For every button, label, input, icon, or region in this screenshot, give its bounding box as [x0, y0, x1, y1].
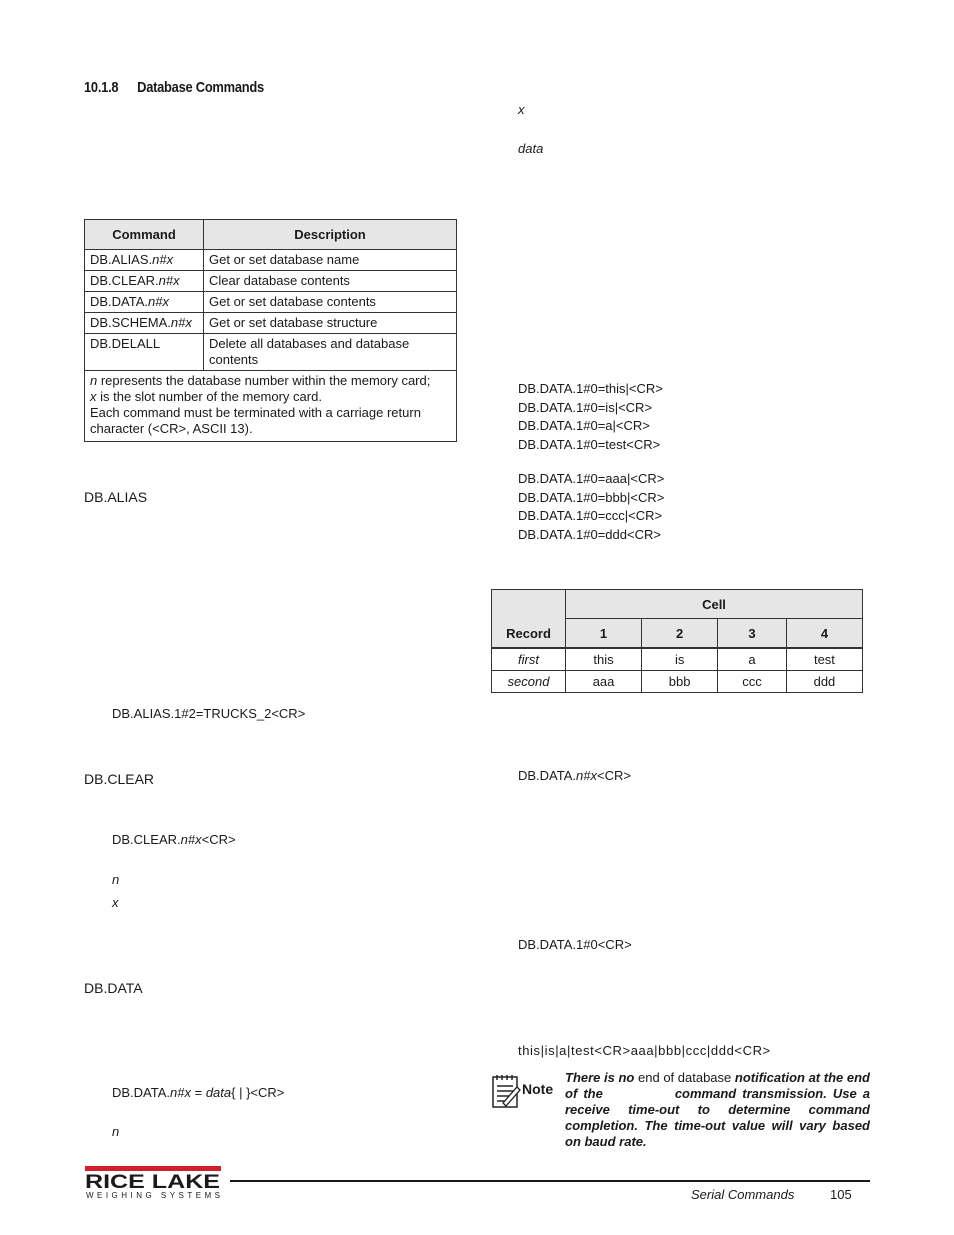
code-line: DB.DATA.1#0=a|<CR>: [518, 418, 650, 434]
command-cell: DB.ALIAS.n#x: [85, 250, 204, 271]
note-label: Note: [522, 1081, 554, 1097]
get-command: DB.DATA.n#x<CR>: [518, 768, 631, 783]
var-data-label: data: [518, 141, 544, 156]
section-heading: [84, 79, 264, 96]
data-command: DB.DATA.n#x = data{ | }<CR>: [112, 1085, 285, 1100]
section-number: 10.1.8: [84, 79, 119, 96]
record-label: second: [492, 671, 566, 693]
description-cell: Get or set database contents: [204, 292, 457, 313]
code-line: DB.DATA.1#0=ccc|<CR>: [518, 508, 663, 524]
command-cell: DB.DATA.n#x: [85, 292, 204, 313]
record-cell: this: [566, 648, 642, 671]
description-cell: Get or set database name: [204, 250, 457, 271]
example-block-2: [518, 470, 664, 545]
command-table: [84, 219, 457, 442]
command-column-header: Command: [85, 220, 204, 250]
table-row: [85, 292, 457, 313]
footer-rule: [230, 1180, 870, 1182]
note-icon: [491, 1073, 521, 1109]
clear-heading: DB.CLEAR: [84, 771, 155, 787]
code-line: DB.DATA.1#0=this|<CR>: [518, 381, 663, 396]
record-header: Record: [492, 590, 566, 649]
table-footnote: n represents the database number within the memory card; x is the slot number of the memory card. Each command must be terminated with a carriage return character (<CR>, ASCII 13).: [85, 371, 457, 442]
table-row: [492, 648, 863, 671]
record-cell: a: [718, 648, 787, 671]
record-cell: bbb: [642, 671, 718, 693]
var-n-label-2: n: [112, 1124, 120, 1139]
table-row: [85, 313, 457, 334]
table-row: [492, 671, 863, 693]
var-x-label: x: [112, 895, 119, 910]
record-cell: ddd: [786, 671, 862, 693]
code-line: DB.DATA.1#0=bbb|<CR>: [518, 489, 665, 505]
logo-wordmark: RICE LAKE: [85, 1172, 220, 1193]
record-table: [491, 589, 863, 693]
get-example: DB.DATA.1#0<CR>: [518, 937, 632, 952]
command-cell: DB.DELALL: [85, 334, 204, 371]
footer-section-name: Serial Commands: [691, 1187, 795, 1202]
cell-number-header: 1: [566, 619, 642, 649]
section-title: Database Commands: [137, 79, 264, 96]
description-column-header: Description: [204, 220, 457, 250]
description-cell: Clear database contents: [204, 271, 457, 292]
note-text: There is no end of database notification at the end of the command transmission. Use a receive time-out to determine command completion. The time-out value will vary based on baud rate.: [565, 1070, 870, 1149]
cell-number-header: 3: [718, 619, 787, 649]
code-line: DB.DATA.1#0=is|<CR>: [518, 399, 653, 415]
record-cell: is: [642, 648, 718, 671]
alias-example: DB.ALIAS.1#2=TRUCKS_2<CR>: [112, 706, 306, 721]
page-number: 105: [830, 1187, 852, 1202]
table-row: [85, 250, 457, 271]
cell-number-header: 4: [786, 619, 862, 649]
code-line: DB.DATA.1#0=test<CR>: [518, 437, 661, 453]
alias-heading: DB.ALIAS: [84, 489, 148, 505]
var-n-label: n: [112, 872, 120, 887]
command-cell: DB.CLEAR.n#x: [85, 271, 204, 292]
response-example: this|is|a|test<CR>aaa|bbb|ccc|ddd<CR>: [518, 1043, 771, 1058]
record-cell: ccc: [718, 671, 787, 693]
logo-tagline: WEIGHING SYSTEMS: [86, 1191, 220, 1200]
table-footnote-row: [85, 371, 457, 442]
example-block-1: [518, 380, 663, 455]
table-row: [85, 271, 457, 292]
clear-command: DB.CLEAR.n#x<CR>: [112, 832, 236, 847]
record-cell: test: [786, 648, 862, 671]
code-line: DB.DATA.1#0=aaa|<CR>: [518, 471, 665, 486]
data-heading: DB.DATA: [84, 980, 143, 996]
code-line: DB.DATA.1#0=ddd<CR>: [518, 527, 661, 543]
rice-lake-logo: [85, 1166, 221, 1205]
command-cell: DB.SCHEMA.n#x: [85, 313, 204, 334]
description-cell: Get or set database structure: [204, 313, 457, 334]
description-cell: Delete all databases and database contents: [204, 334, 457, 371]
cell-header: Cell: [566, 590, 863, 619]
cell-number-header: 2: [642, 619, 718, 649]
var-x-label-right: x: [518, 102, 525, 117]
record-cell: aaa: [566, 671, 642, 693]
record-label: first: [492, 648, 566, 671]
table-row: [85, 334, 457, 371]
